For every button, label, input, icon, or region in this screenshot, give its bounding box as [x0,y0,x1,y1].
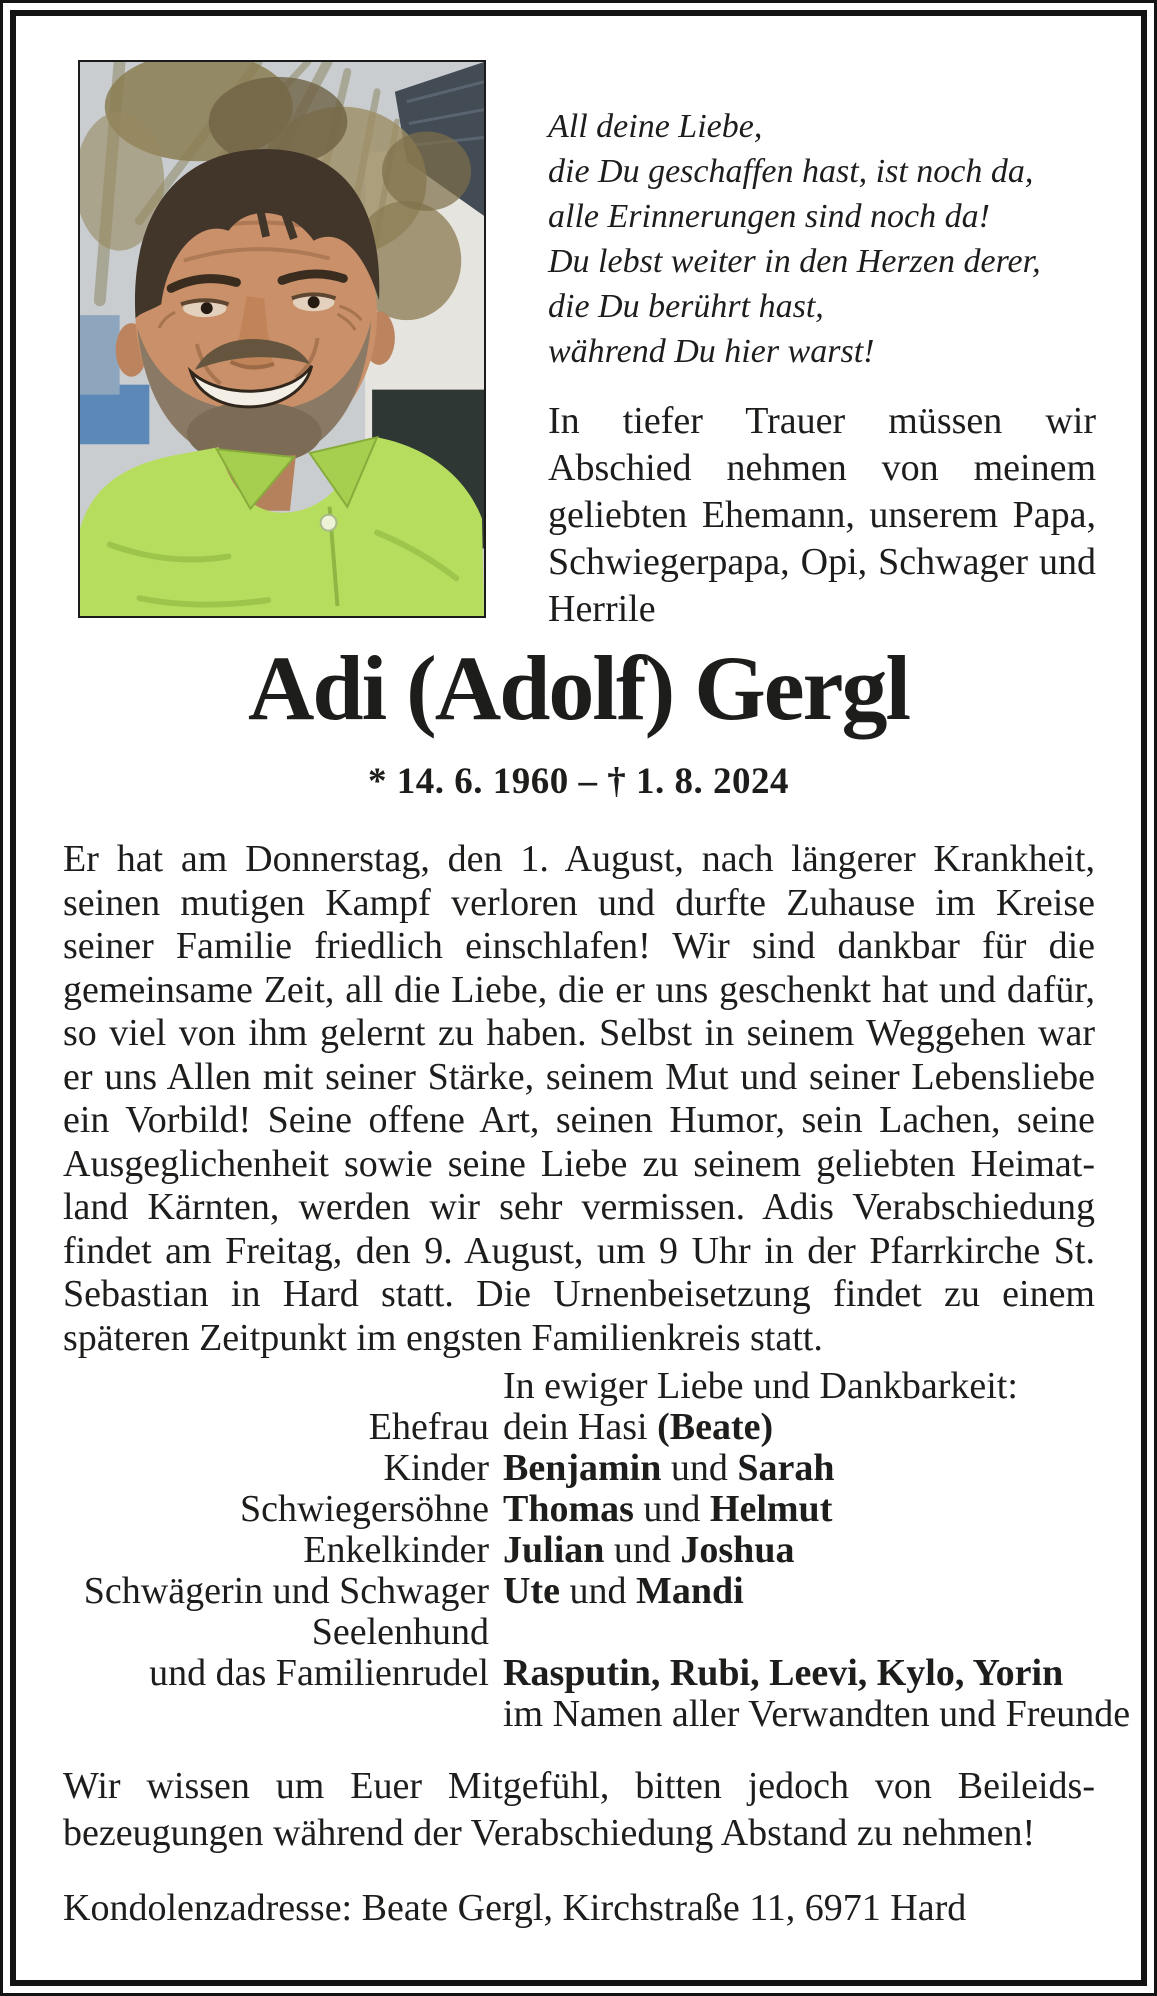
family-names [503,1448,1130,1489]
condolence-note: Wir wissen um Euer Mitgefühl, bitten jedoch von Beileidsbezeugungen während der Verabschiedung Abstand zu nehmen! [63,1765,1095,1854]
poem-line: die Du berührt hast, [548,288,824,325]
family-role: Schwiegersöhne [239,1488,489,1530]
family-role: Enkelkinder [303,1529,489,1571]
family-role: Ehefrau [368,1406,489,1448]
poem-line: alle Erinnerungen sind noch da! [548,198,990,235]
family-names [503,1694,1130,1735]
portrait-photo [78,60,486,618]
life-dates: * 14. 6. 1960 – † 1. 8. 2024 [368,761,789,802]
closing-family-block [63,1365,1131,1735]
family-member-name: (Beate) [657,1406,774,1448]
family-names-text: im Namen aller Verwandten und Freunde [503,1693,1131,1735]
family-names [503,1489,1130,1530]
family-names-text: In ewiger Liebe und Dankbarkeit: [503,1365,1018,1407]
family-names-text: und [661,1447,738,1489]
intro-paragraph: In tiefer Trauer müssen wir Abschied nehmen von meinem geliebten Ehemann, unserem Papa, Schwiegerpapa, Opi, Schwager und Herrile [548,400,1096,630]
poem-line: während Du hier warst! [548,333,875,370]
family-member-name: Mandi [635,1570,744,1612]
family-role [63,1366,489,1407]
family-names [503,1612,1130,1653]
family-member-name: Rasputin, Rubi, Leevi, Kylo, Yorin [503,1652,1064,1694]
family-role [63,1694,489,1735]
family-member-name: Julian [503,1529,605,1571]
family-names [503,1530,1130,1571]
family-role: und das Familienrudel [149,1652,489,1694]
family-names-text: und [559,1570,636,1612]
family-member-name: Joshua [680,1529,795,1571]
family-member-name: Helmut [709,1488,833,1530]
family-names [503,1571,1130,1612]
family-member-name: Ute [503,1570,560,1612]
deceased-name: Adi (Adolf) Gergl [247,637,910,739]
family-member-name: Thomas [503,1488,634,1530]
family-role: Schwägerin und Schwager [83,1570,489,1612]
family-names-text: dein Hasi [503,1406,658,1448]
family-names [503,1653,1130,1694]
poem-line: All deine Liebe, [548,108,763,145]
memorial-poem [548,104,1113,374]
family-member-name: Benjamin [503,1447,662,1489]
family-names-text: und [604,1529,681,1571]
condolence-address: Kondolenzadresse: Beate Gergl, Kirchstraße 11, 6971 Hard [63,1887,967,1929]
family-role: Kinder [383,1447,489,1489]
obituary-paragraph: Er hat am Donnerstag, den 1. August, nach längerer Krankheit, seinen mutigen Kampf verloren und durfte Zuhause im Kreise seiner Familie friedlich einschlafen! Wir sind dankbar für die gemeinsame Zeit, all die Liebe, die er uns geschenkt hat und dafür, so viel von ihm gelernt zu haben. Selbst in seinem Weggehen war er uns Allen mit seiner Stärke, seinem Mut und seiner Lebensliebe ein Vorbild! Seine offene Art, seinen Humor, sein Lachen, seine Ausgeglichenheit sowie seine Liebe zu seinem geliebten Heimatland Kärnten, werden wir sehr vermissen. Adis Verabschiedung findet am Freitag, den 9. August, um 9 Uhr in der Pfarrkirche St. Sebastian in Hard statt. Die Urnenbeisetzung findet zu einem späteren Zeitpunkt im engsten Familienkreis statt. [63,838,1095,1359]
family-member-name: Sarah [737,1447,835,1489]
poem-line: Du lebst weiter in den Herzen derer, [548,243,1041,280]
family-names [503,1366,1130,1407]
poem-line: die Du geschaffen hast, ist noch da, [548,153,1034,190]
family-names [503,1407,1130,1448]
family-role: Seelenhund [311,1611,489,1653]
portrait-illustration [80,62,484,616]
family-names-text: und [633,1488,710,1530]
family-grid [63,1365,1131,1735]
